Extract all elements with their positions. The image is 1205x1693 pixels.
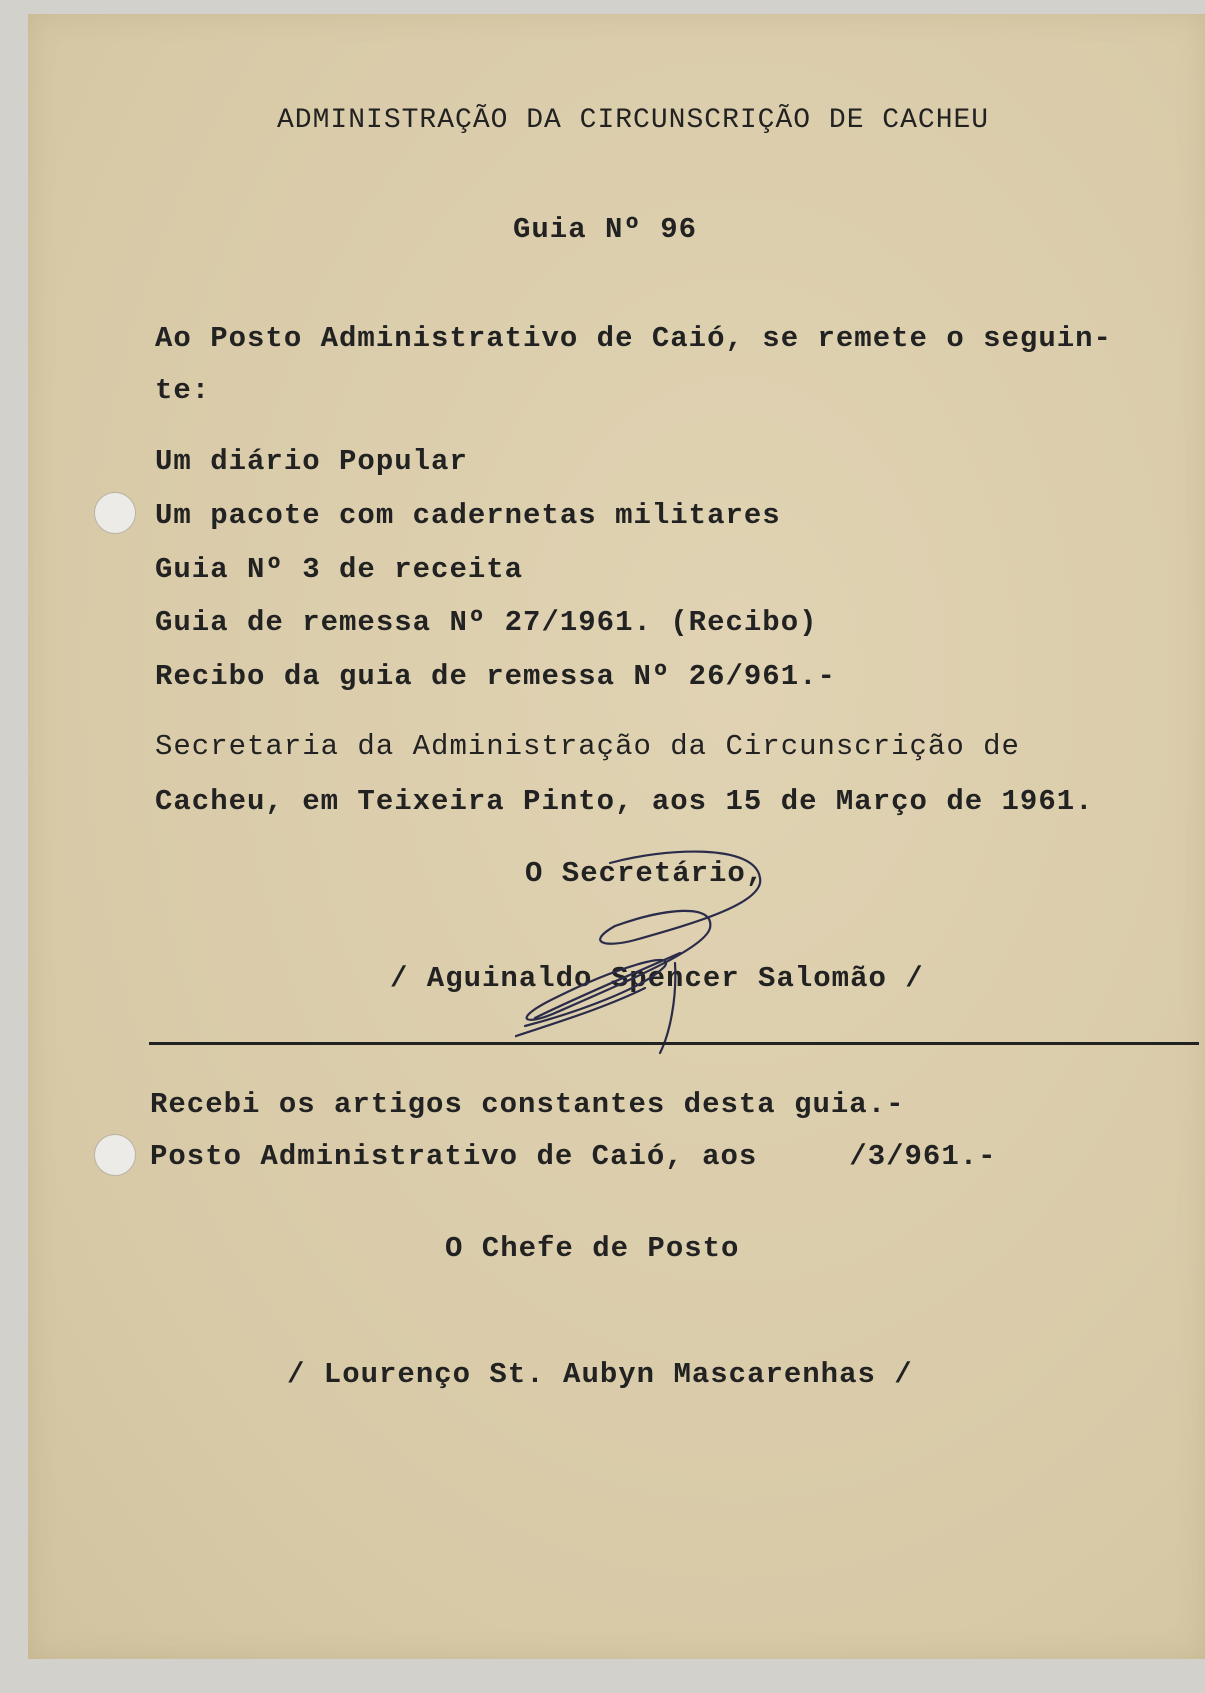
document-page bbox=[28, 14, 1205, 1659]
chief-name: / Lourenço St. Aubyn Mascarenhas / bbox=[287, 1358, 913, 1391]
intro-line-1: Ao Posto Administrativo de Caió, se remete o seguin- bbox=[155, 322, 1112, 355]
list-item: Um diário Popular bbox=[155, 445, 468, 478]
chief-title: O Chefe de Posto bbox=[445, 1232, 740, 1265]
secretary-title: O Secretário, bbox=[525, 857, 765, 890]
list-item: Um pacote com cadernetas militares bbox=[155, 499, 781, 532]
list-item: Guia de remessa Nº 27/1961. (Recibo) bbox=[155, 606, 818, 639]
closing-line-1: Secretaria da Administração da Circunscrição de bbox=[155, 730, 1020, 763]
handwritten-signature bbox=[515, 848, 775, 1058]
punch-hole-top bbox=[94, 492, 136, 534]
guia-number: Guia Nº 96 bbox=[513, 213, 698, 246]
divider-line bbox=[149, 1042, 1199, 1045]
receipt-line-2: Posto Administrativo de Caió, aos /3/961.- bbox=[150, 1140, 997, 1173]
document-header: ADMINISTRAÇÃO DA CIRCUNSCRIÇÃO DE CACHEU bbox=[277, 105, 990, 136]
secretary-name: / Aguinaldo Spencer Salomão / bbox=[390, 962, 924, 995]
punch-hole-bottom bbox=[94, 1134, 136, 1176]
list-item: Guia Nº 3 de receita bbox=[155, 553, 524, 586]
receipt-line-1: Recebi os artigos constantes desta guia.- bbox=[150, 1088, 905, 1121]
intro-line-2: te: bbox=[155, 374, 211, 407]
list-item: Recibo da guia de remessa Nº 26/961.- bbox=[155, 660, 836, 693]
closing-line-2: Cacheu, em Teixeira Pinto, aos 15 de Março de 1961. bbox=[155, 785, 1094, 818]
